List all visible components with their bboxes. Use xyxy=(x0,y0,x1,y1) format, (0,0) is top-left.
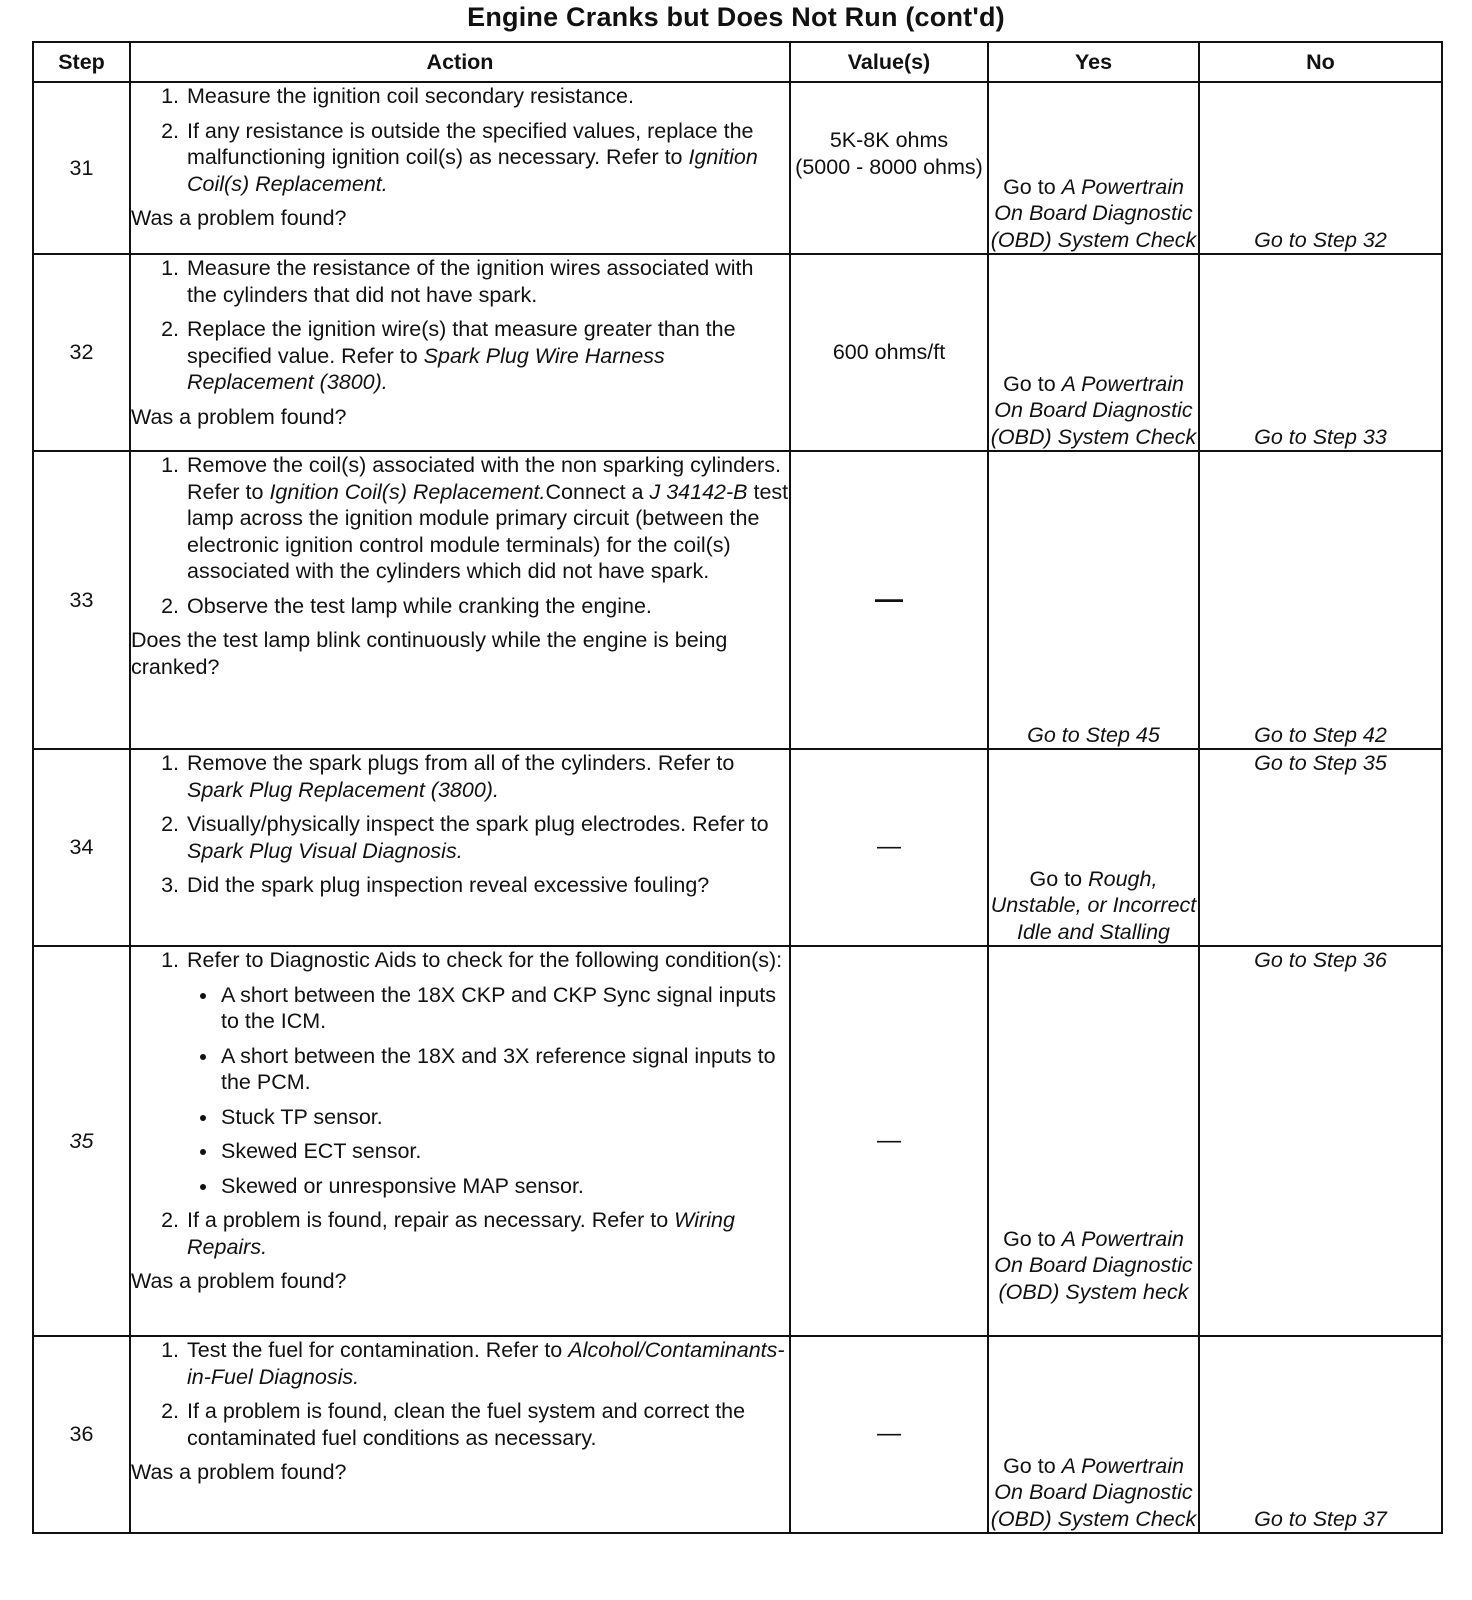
action-step: 2. If a problem is found, clean the fuel system and correct the contaminated fuel conditions as necessary. xyxy=(185,1398,789,1451)
page-title: Engine Cranks but Does Not Run (cont'd) xyxy=(467,2,1005,32)
action-cell xyxy=(130,451,790,749)
header-values: Value(s) xyxy=(790,42,988,82)
reference-link: Spark Plug Wire Harness Replacement (3800). xyxy=(187,343,665,394)
diagnostic-table xyxy=(32,41,1443,1534)
step-number: 35 xyxy=(33,946,130,1336)
value-cell xyxy=(790,82,988,254)
reference-link: Ignition Coil(s) Replacement. xyxy=(269,479,546,504)
action-step: 1. Remove the coil(s) associated with the non sparking cylinders. Refer to Ignition Coil(s) Replacement.Connect a J 34142-B test lamp across the ignition module primary circuit (between the electronic ignition control module terminals) for the coil(s) associated with the cylinders which did not have spark. xyxy=(185,452,789,585)
action-step: 3. Did the spark plug inspection reveal excessive fouling? xyxy=(185,872,789,899)
header-yes: Yes xyxy=(988,42,1199,82)
reference-link: Spark Plug Visual Diagnosis. xyxy=(187,838,463,863)
step-number: 34 xyxy=(33,749,130,946)
yes-cell xyxy=(988,451,1199,749)
no-cell xyxy=(1199,749,1442,946)
no-cell xyxy=(1199,946,1442,1336)
goto-step: Go to Step 32 xyxy=(1254,227,1387,252)
reference-link: A Powertrain On Board Diagnostic (OBD) System Check xyxy=(990,371,1197,449)
action-cell xyxy=(130,1336,790,1533)
action-cell xyxy=(130,749,790,946)
table-row xyxy=(33,1336,1442,1533)
condition-list xyxy=(187,982,789,1200)
action-step: 2. Observe the test lamp while cranking the engine. xyxy=(185,593,789,620)
action-steps xyxy=(131,1337,789,1451)
reference-link: A Powertrain On Board Diagnostic (OBD) System Check xyxy=(990,1453,1197,1531)
tool-number: J 34142-B xyxy=(649,479,748,504)
action-steps xyxy=(131,750,789,899)
value-text: (5000 - 8000 ohms) xyxy=(795,154,983,179)
no-cell xyxy=(1199,451,1442,749)
condition-item: • Skewed ECT sensor. xyxy=(219,1138,789,1165)
action-step: 1. Measure the ignition coil secondary resistance. xyxy=(185,83,789,110)
value-dash: — xyxy=(877,833,901,861)
reference-link: Spark Plug Replacement (3800). xyxy=(187,777,499,802)
value-cell xyxy=(790,749,988,946)
goto-step: Go to Step 36 xyxy=(1254,948,1387,972)
goto-step: Go to Step 45 xyxy=(1027,722,1160,747)
yes-cell: Go to A Powertrain On Board Diagnostic (OBD) System Check xyxy=(988,254,1199,451)
action-step: 2. Visually/physically inspect the spark plug electrodes. Refer to Spark Plug Visual Diagnosis. xyxy=(185,811,789,864)
action-steps xyxy=(131,255,789,396)
table-row xyxy=(33,451,1442,749)
value-dash: — xyxy=(877,1126,901,1154)
action-question: Was a problem found? xyxy=(131,1269,347,1293)
value-text: 5K-8K ohms xyxy=(829,128,949,152)
table-row xyxy=(33,82,1442,254)
action-question: Was a problem found? xyxy=(131,206,347,230)
table-header-row xyxy=(33,42,1442,82)
no-cell xyxy=(1199,254,1442,451)
action-cell xyxy=(130,82,790,254)
yes-cell: Go to Rough, Unstable, or Incorrect Idle and Stalling xyxy=(988,749,1199,946)
table-row xyxy=(33,254,1442,451)
action-question: Was a problem found? xyxy=(131,404,347,429)
header-action: Action xyxy=(130,42,790,82)
goto-step: Go to Step 33 xyxy=(1254,424,1387,449)
goto-step: Go to Step 35 xyxy=(1254,751,1387,775)
no-cell xyxy=(1199,82,1442,254)
value-cell: 600 ohms/ft xyxy=(790,254,988,451)
step-number: 33 xyxy=(33,451,130,749)
reference-link: Alcohol/Contaminants-in-Fuel Diagnosis. xyxy=(187,1338,785,1389)
value-cell xyxy=(790,1336,988,1533)
step-number: 32 xyxy=(33,254,130,451)
table-row xyxy=(33,749,1442,946)
action-step: 1. Measure the resistance of the ignition wires associated with the cylinders that did not have spark. xyxy=(185,255,789,308)
action-cell xyxy=(130,946,790,1336)
reference-link: Ignition Coil(s) Replacement. xyxy=(187,145,758,196)
action-step: 1. Test the fuel for contamination. Refer to Alcohol/Contaminants-in-Fuel Diagnosis. xyxy=(185,1337,789,1390)
reference-link: A Powertrain On Board Diagnostic (OBD) System Check xyxy=(990,174,1197,252)
condition-item: • A short between the 18X CKP and CKP Sync signal inputs to the ICM. xyxy=(219,982,789,1035)
step-number: 36 xyxy=(33,1336,130,1533)
goto-step: Go to Step 42 xyxy=(1254,722,1387,747)
action-step: 2. Replace the ignition wire(s) that measure greater than the specified value. Refer to Spark Plug Wire Harness Replacement (3800). xyxy=(185,316,789,396)
action-steps xyxy=(131,83,789,197)
header-step: Step xyxy=(33,42,130,82)
action-cell xyxy=(130,254,790,451)
action-step: 2. If any resistance is outside the specified values, replace the malfunctioning ignition coil(s) as necessary. Refer to Ignition Coil(s) Replacement. xyxy=(185,118,789,198)
action-step: 1. Remove the spark plugs from all of the cylinders. Refer to Spark Plug Replacement (3800). xyxy=(185,750,789,803)
step-number: 31 xyxy=(33,82,130,254)
value-cell xyxy=(790,946,988,1336)
yes-cell: Go to A Powertrain On Board Diagnostic (OBD) System Check xyxy=(988,1336,1199,1533)
reference-link: Wiring Repairs. xyxy=(187,1208,735,1259)
condition-item: • Stuck TP sensor. xyxy=(219,1104,789,1131)
goto-step: Go to Step 37 xyxy=(1254,1506,1387,1531)
condition-item: • A short between the 18X and 3X reference signal inputs to the PCM. xyxy=(219,1043,789,1096)
table-row xyxy=(33,946,1442,1336)
yes-cell: Go to A Powertrain On Board Diagnostic (OBD) System Check xyxy=(988,82,1199,254)
no-cell xyxy=(1199,1336,1442,1533)
condition-item: • Skewed or unresponsive MAP sensor. xyxy=(219,1173,789,1200)
reference-link: Rough, Unstable, or Incorrect Idle and Stalling xyxy=(990,866,1197,944)
reference-link: A Powertrain On Board Diagnostic (OBD) System heck xyxy=(994,1226,1193,1304)
action-steps xyxy=(131,452,789,619)
action-question: Was a problem found? xyxy=(131,1460,347,1484)
action-question: Does the test lamp blink continuously while the engine is being cranked? xyxy=(131,628,728,679)
action-step: 1. Refer to Diagnostic Aids to check for the following condition(s): • A short between the 18X CKP and CKP Sync signal inputs to the ICM. • A short between the 18X and 3X reference signal inputs to the PCM. • Stuck TP sensor. • Skewed ECT sensor. • Skewed or unresponsive MAP sensor. xyxy=(185,947,789,1199)
value-dash: — xyxy=(877,1420,901,1448)
value-cell xyxy=(790,451,988,749)
yes-cell: Go to A Powertrain On Board Diagnostic (OBD) System heck xyxy=(988,946,1199,1336)
value-dash: — xyxy=(875,582,903,614)
action-step: 2. If a problem is found, repair as necessary. Refer to Wiring Repairs. xyxy=(185,1207,789,1260)
header-no: No xyxy=(1199,42,1442,82)
action-steps xyxy=(131,947,789,1260)
